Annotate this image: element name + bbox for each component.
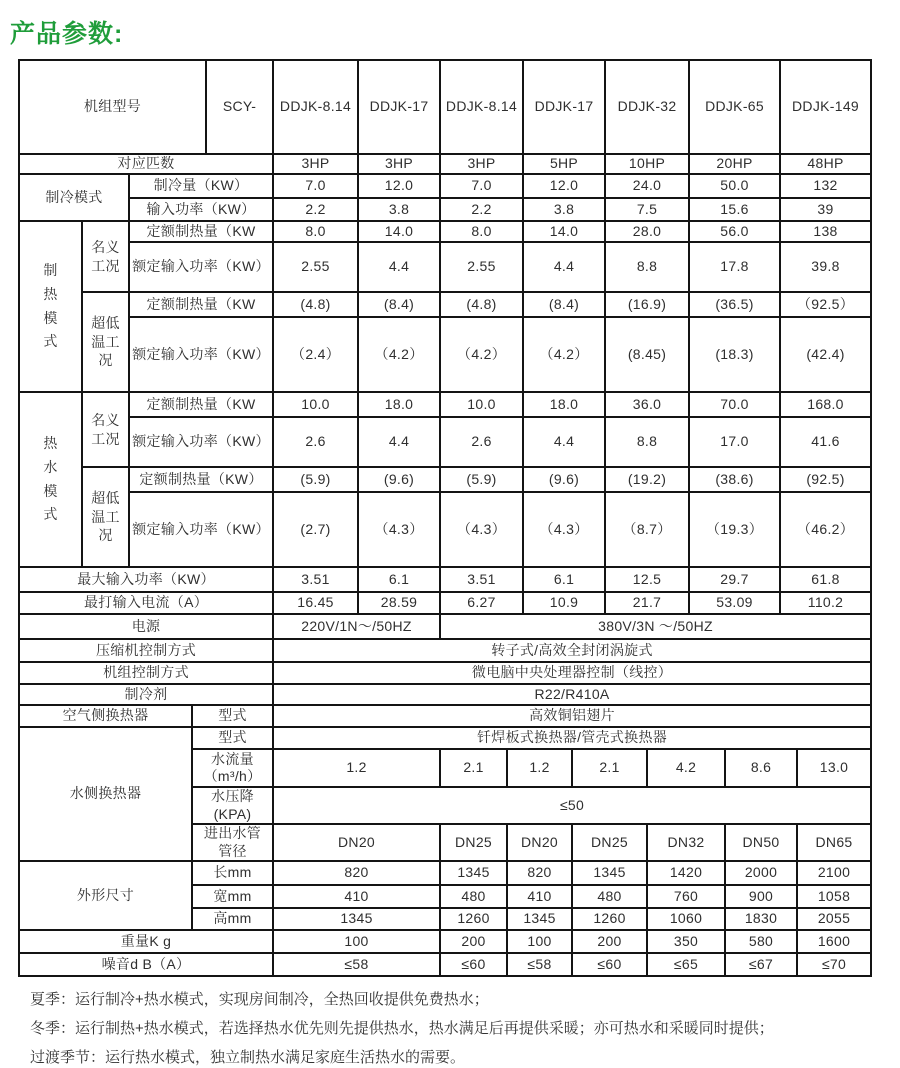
table-row-cooling-power — [19, 198, 871, 221]
value-cell: 10.9 — [523, 592, 605, 614]
model-cell: DDJK-65 — [689, 60, 780, 154]
value-cell: 8.0 — [440, 221, 523, 242]
value-cell: （19.3） — [689, 492, 780, 567]
row-sublabel-cell: 长mm — [192, 861, 273, 885]
value-cell: 20HP — [689, 154, 780, 174]
value-cell: 410 — [273, 885, 440, 908]
group-label-cell — [19, 221, 82, 392]
value-cell: 3HP — [273, 154, 358, 174]
value-cell: 24.0 — [605, 174, 689, 198]
table-row-model — [19, 60, 871, 154]
row-label-cell: 定额制热量（KW — [129, 292, 273, 317]
value-cell: 17.8 — [689, 242, 780, 292]
subgroup-label-cell — [82, 392, 129, 467]
group-label-cell — [19, 392, 82, 567]
value-cell: 820 — [507, 861, 572, 885]
table-row-hp — [19, 154, 871, 174]
value-cell: 4.4 — [358, 242, 440, 292]
value-cell: （4.2） — [523, 317, 605, 392]
row-sublabel-cell: 宽mm — [192, 885, 273, 908]
row-label-cell: 定额制热量（KW — [129, 221, 273, 242]
value-cell: 4.2 — [647, 749, 725, 787]
table-row-heating-lowtemp-power — [19, 317, 871, 392]
table-row-compressor-control — [19, 639, 871, 662]
row-sublabel-cell: 型式 — [192, 727, 273, 749]
value-cell: (5.9) — [440, 467, 523, 492]
row-label-cell: 额定输入功率（KW） — [129, 242, 273, 292]
value-cell: 50.0 — [689, 174, 780, 198]
spec-table-lower — [18, 704, 872, 977]
value-cell: 8.6 — [725, 749, 797, 787]
value-cell: (38.6) — [689, 467, 780, 492]
value-cell: 2055 — [797, 908, 871, 930]
row-label-cell: 机组控制方式 — [19, 662, 273, 684]
value-cell: 48HP — [780, 154, 871, 174]
row-label-cell: 额定输入功率（KW） — [129, 492, 273, 567]
table-row-hotwater-lowtemp-capacity — [19, 467, 871, 492]
value-cell: 1260 — [572, 908, 647, 930]
value-cell: 4.4 — [358, 417, 440, 467]
row-label-cell: 额定输入功率（KW） — [129, 417, 273, 467]
model-cell: DDJK-32 — [605, 60, 689, 154]
value-cell: 1345 — [440, 861, 507, 885]
table-row-air-hx — [19, 705, 871, 727]
value-cell: ≤58 — [273, 953, 440, 976]
value-cell: (16.9) — [605, 292, 689, 317]
row-label-cell: 空气侧换热器 — [19, 705, 192, 727]
value-cell: DN65 — [797, 824, 871, 861]
value-cell: 钎焊板式换热器/管壳式换热器 — [273, 727, 871, 749]
group-label-vertical: 制热模式 — [42, 259, 59, 354]
table-row-noise — [19, 953, 871, 976]
value-cell: 39 — [780, 198, 871, 221]
value-cell: 1260 — [440, 908, 507, 930]
row-label-cell: 制冷剂 — [19, 684, 273, 705]
value-cell: 28.0 — [605, 221, 689, 242]
row-sublabel-cell: 高mm — [192, 908, 273, 930]
page-title: 产品参数: — [10, 14, 900, 50]
group-label-cell: 外形尺寸 — [19, 861, 192, 930]
value-cell: 380V/3N ～/50HZ — [440, 614, 871, 639]
footnotes — [30, 989, 900, 1068]
group-label-cell: 制冷模式 — [19, 174, 129, 221]
value-cell: 14.0 — [358, 221, 440, 242]
group-label-vertical: 热水模式 — [42, 432, 59, 527]
value-cell: ≤60 — [572, 953, 647, 976]
row-label-cell: 电源 — [19, 614, 273, 639]
value-cell: 2000 — [725, 861, 797, 885]
value-cell: 480 — [440, 885, 507, 908]
value-cell: （46.2） — [780, 492, 871, 567]
value-cell: （4.2） — [358, 317, 440, 392]
table-row-power-supply — [19, 614, 871, 639]
value-cell: 7.0 — [440, 174, 523, 198]
model-cell: DDJK-8.14 — [440, 60, 523, 154]
value-cell: 70.0 — [689, 392, 780, 417]
value-cell: (4.8) — [273, 292, 358, 317]
value-cell: 2.1 — [440, 749, 507, 787]
value-cell: 6.27 — [440, 592, 523, 614]
value-cell: ≤70 — [797, 953, 871, 976]
value-cell: 15.6 — [689, 198, 780, 221]
value-cell: 17.0 — [689, 417, 780, 467]
value-cell: 100 — [273, 930, 440, 953]
value-cell: 3.8 — [358, 198, 440, 221]
row-label-cell: 对应匹数 — [19, 154, 273, 174]
table-row-hotwater-nominal-power — [19, 417, 871, 467]
value-cell: 3.51 — [273, 567, 358, 592]
value-cell: 2.6 — [440, 417, 523, 467]
value-cell: 高效铜铝翅片 — [273, 705, 871, 727]
value-cell: 41.6 — [780, 417, 871, 467]
value-cell: 3.8 — [523, 198, 605, 221]
value-cell: R22/R410A — [273, 684, 871, 705]
value-cell: DN20 — [273, 824, 440, 861]
value-cell: 2.1 — [572, 749, 647, 787]
value-cell: 200 — [572, 930, 647, 953]
table-row-hotwater-nominal-capacity — [19, 392, 871, 417]
table-row-water-hx-type — [19, 727, 871, 749]
value-cell: DN25 — [572, 824, 647, 861]
value-cell: DN25 — [440, 824, 507, 861]
table-row-max-power — [19, 567, 871, 592]
row-sublabel-cell — [192, 824, 273, 861]
value-cell: （92.5） — [780, 292, 871, 317]
value-cell: 760 — [647, 885, 725, 908]
spec-table-upper — [18, 59, 872, 706]
value-cell: 18.0 — [523, 392, 605, 417]
row-label-cell: 重量K g — [19, 930, 273, 953]
value-cell: 16.45 — [273, 592, 358, 614]
value-cell: 微电脑中央处理器控制（线控） — [273, 662, 871, 684]
row-sublabel-cell — [192, 749, 273, 787]
value-cell: ≤58 — [507, 953, 572, 976]
value-cell: 14.0 — [523, 221, 605, 242]
value-cell: 39.8 — [780, 242, 871, 292]
value-cell: 29.7 — [689, 567, 780, 592]
row-label-cell: 噪音d B（A） — [19, 953, 273, 976]
value-cell: 350 — [647, 930, 725, 953]
value-cell: 132 — [780, 174, 871, 198]
value-cell: （4.2） — [440, 317, 523, 392]
value-cell: (42.4) — [780, 317, 871, 392]
value-cell: 10.0 — [273, 392, 358, 417]
row-sublabel-cell: 型式 — [192, 705, 273, 727]
value-cell: 138 — [780, 221, 871, 242]
subgroup-label: 名义工况 — [89, 411, 122, 449]
value-cell: 410 — [507, 885, 572, 908]
value-cell: (5.9) — [273, 467, 358, 492]
model-cell: DDJK-17 — [358, 60, 440, 154]
value-cell: 1.2 — [507, 749, 572, 787]
value-cell: 3HP — [358, 154, 440, 174]
value-cell: 2.6 — [273, 417, 358, 467]
model-prefix-cell: SCY- — [206, 60, 273, 154]
model-cell: DDJK-8.14 — [273, 60, 358, 154]
subgroup-label: 超低温工况 — [89, 489, 122, 546]
value-cell: ≤60 — [440, 953, 507, 976]
row-label-cell: 输入功率（KW） — [129, 198, 273, 221]
value-cell: 1600 — [797, 930, 871, 953]
value-cell: ≤50 — [273, 787, 871, 824]
sublabel-line1: 进出水管 — [195, 825, 270, 843]
value-cell: （4.3） — [523, 492, 605, 567]
value-cell: 2100 — [797, 861, 871, 885]
value-cell: 480 — [572, 885, 647, 908]
value-cell: (8.4) — [358, 292, 440, 317]
value-cell: 580 — [725, 930, 797, 953]
value-cell: 7.0 — [273, 174, 358, 198]
subgroup-label-cell — [82, 467, 129, 567]
table-row-heating-nominal-capacity — [19, 221, 871, 242]
value-cell: 6.1 — [523, 567, 605, 592]
value-cell: 4.4 — [523, 242, 605, 292]
model-cell: DDJK-149 — [780, 60, 871, 154]
value-cell: 1060 — [647, 908, 725, 930]
subgroup-label-cell — [82, 221, 129, 292]
value-cell: 61.8 — [780, 567, 871, 592]
row-label-cell: 制冷量（KW） — [129, 174, 273, 198]
value-cell: 12.5 — [605, 567, 689, 592]
row-label-cell: 最打输入电流（A） — [19, 592, 273, 614]
value-cell: 2.55 — [273, 242, 358, 292]
group-label-cell: 水侧换热器 — [19, 727, 192, 861]
row-label-cell: 定额制热量（KW — [129, 392, 273, 417]
value-cell: 200 — [440, 930, 507, 953]
table-row-unit-control — [19, 662, 871, 684]
value-cell: 1345 — [572, 861, 647, 885]
row-label-cell: 最大输入功率（KW） — [19, 567, 273, 592]
value-cell: (36.5) — [689, 292, 780, 317]
value-cell: (19.2) — [605, 467, 689, 492]
value-cell: 1.2 — [273, 749, 440, 787]
value-cell: 36.0 — [605, 392, 689, 417]
value-cell: 110.2 — [780, 592, 871, 614]
value-cell: (92.5) — [780, 467, 871, 492]
value-cell: 4.4 — [523, 417, 605, 467]
value-cell: 1345 — [273, 908, 440, 930]
value-cell: （2.4） — [273, 317, 358, 392]
value-cell: 12.0 — [523, 174, 605, 198]
value-cell: ≤67 — [725, 953, 797, 976]
row-label-cell: 定额制热量（KW） — [129, 467, 273, 492]
value-cell: 10.0 — [440, 392, 523, 417]
value-cell: 7.5 — [605, 198, 689, 221]
subgroup-label-cell — [82, 292, 129, 392]
value-cell: 1830 — [725, 908, 797, 930]
value-cell: 8.8 — [605, 417, 689, 467]
table-row-cooling-capacity — [19, 174, 871, 198]
value-cell: 18.0 — [358, 392, 440, 417]
row-sublabel-cell — [192, 787, 273, 824]
note-winter: 冬季：运行制热+热水模式，若选择热水优先则先提供热水，热水满足后再提供采暖；亦可热水和采暖同时提供； — [30, 1018, 900, 1040]
value-cell: （4.3） — [440, 492, 523, 567]
value-cell: DN50 — [725, 824, 797, 861]
value-cell: 168.0 — [780, 392, 871, 417]
value-cell: 5HP — [523, 154, 605, 174]
subgroup-label: 名义工况 — [89, 238, 122, 276]
row-label-cell: 压缩机控制方式 — [19, 639, 273, 662]
value-cell: ≤65 — [647, 953, 725, 976]
value-cell: (9.6) — [358, 467, 440, 492]
value-cell: 10HP — [605, 154, 689, 174]
value-cell: 28.59 — [358, 592, 440, 614]
value-cell: (4.8) — [440, 292, 523, 317]
table-row-heating-lowtemp-capacity — [19, 292, 871, 317]
value-cell: 1058 — [797, 885, 871, 908]
table-row-max-current — [19, 592, 871, 614]
value-cell: (2.7) — [273, 492, 358, 567]
value-cell: （4.3） — [358, 492, 440, 567]
sublabel-line1: 水流量 — [195, 751, 270, 769]
table-row-length — [19, 861, 871, 885]
value-cell: 8.8 — [605, 242, 689, 292]
value-cell: DN32 — [647, 824, 725, 861]
value-cell: 1420 — [647, 861, 725, 885]
model-cell: DDJK-17 — [523, 60, 605, 154]
value-cell: 转子式/高效全封闭涡旋式 — [273, 639, 871, 662]
value-cell: 56.0 — [689, 221, 780, 242]
row-label-cell: 额定输入功率（KW） — [129, 317, 273, 392]
sublabel-line1: 水压降 — [195, 788, 270, 806]
value-cell: 21.7 — [605, 592, 689, 614]
model-label-cell: 机组型号 — [19, 60, 206, 154]
value-cell: 900 — [725, 885, 797, 908]
table-row-hotwater-lowtemp-power — [19, 492, 871, 567]
table-row-weight — [19, 930, 871, 953]
value-cell: 53.09 — [689, 592, 780, 614]
value-cell: (8.45) — [605, 317, 689, 392]
value-cell: (8.4) — [523, 292, 605, 317]
value-cell: (9.6) — [523, 467, 605, 492]
value-cell: 1345 — [507, 908, 572, 930]
subgroup-label: 超低温工况 — [89, 314, 122, 371]
value-cell: （8.7） — [605, 492, 689, 567]
note-summer: 夏季：运行制冷+热水模式，实现房间制冷，全热回收提供免费热水； — [30, 989, 900, 1011]
sublabel-line2: 管径 — [195, 843, 270, 861]
value-cell: 820 — [273, 861, 440, 885]
value-cell: 2.2 — [440, 198, 523, 221]
value-cell: 3.51 — [440, 567, 523, 592]
value-cell: 13.0 — [797, 749, 871, 787]
value-cell: 2.55 — [440, 242, 523, 292]
value-cell: DN20 — [507, 824, 572, 861]
table-row-heating-nominal-power — [19, 242, 871, 292]
table-row-refrigerant — [19, 684, 871, 705]
sublabel-line2: (KPA) — [195, 806, 270, 824]
value-cell: 12.0 — [358, 174, 440, 198]
value-cell: 6.1 — [358, 567, 440, 592]
note-transition: 过渡季节：运行热水模式，独立制热水满足家庭生活热水的需要。 — [30, 1047, 900, 1068]
value-cell: (18.3) — [689, 317, 780, 392]
value-cell: 3HP — [440, 154, 523, 174]
sublabel-line2: （m³/h） — [195, 768, 270, 786]
value-cell: 100 — [507, 930, 572, 953]
value-cell: 8.0 — [273, 221, 358, 242]
value-cell: 220V/1N～/50HZ — [273, 614, 440, 639]
value-cell: 2.2 — [273, 198, 358, 221]
